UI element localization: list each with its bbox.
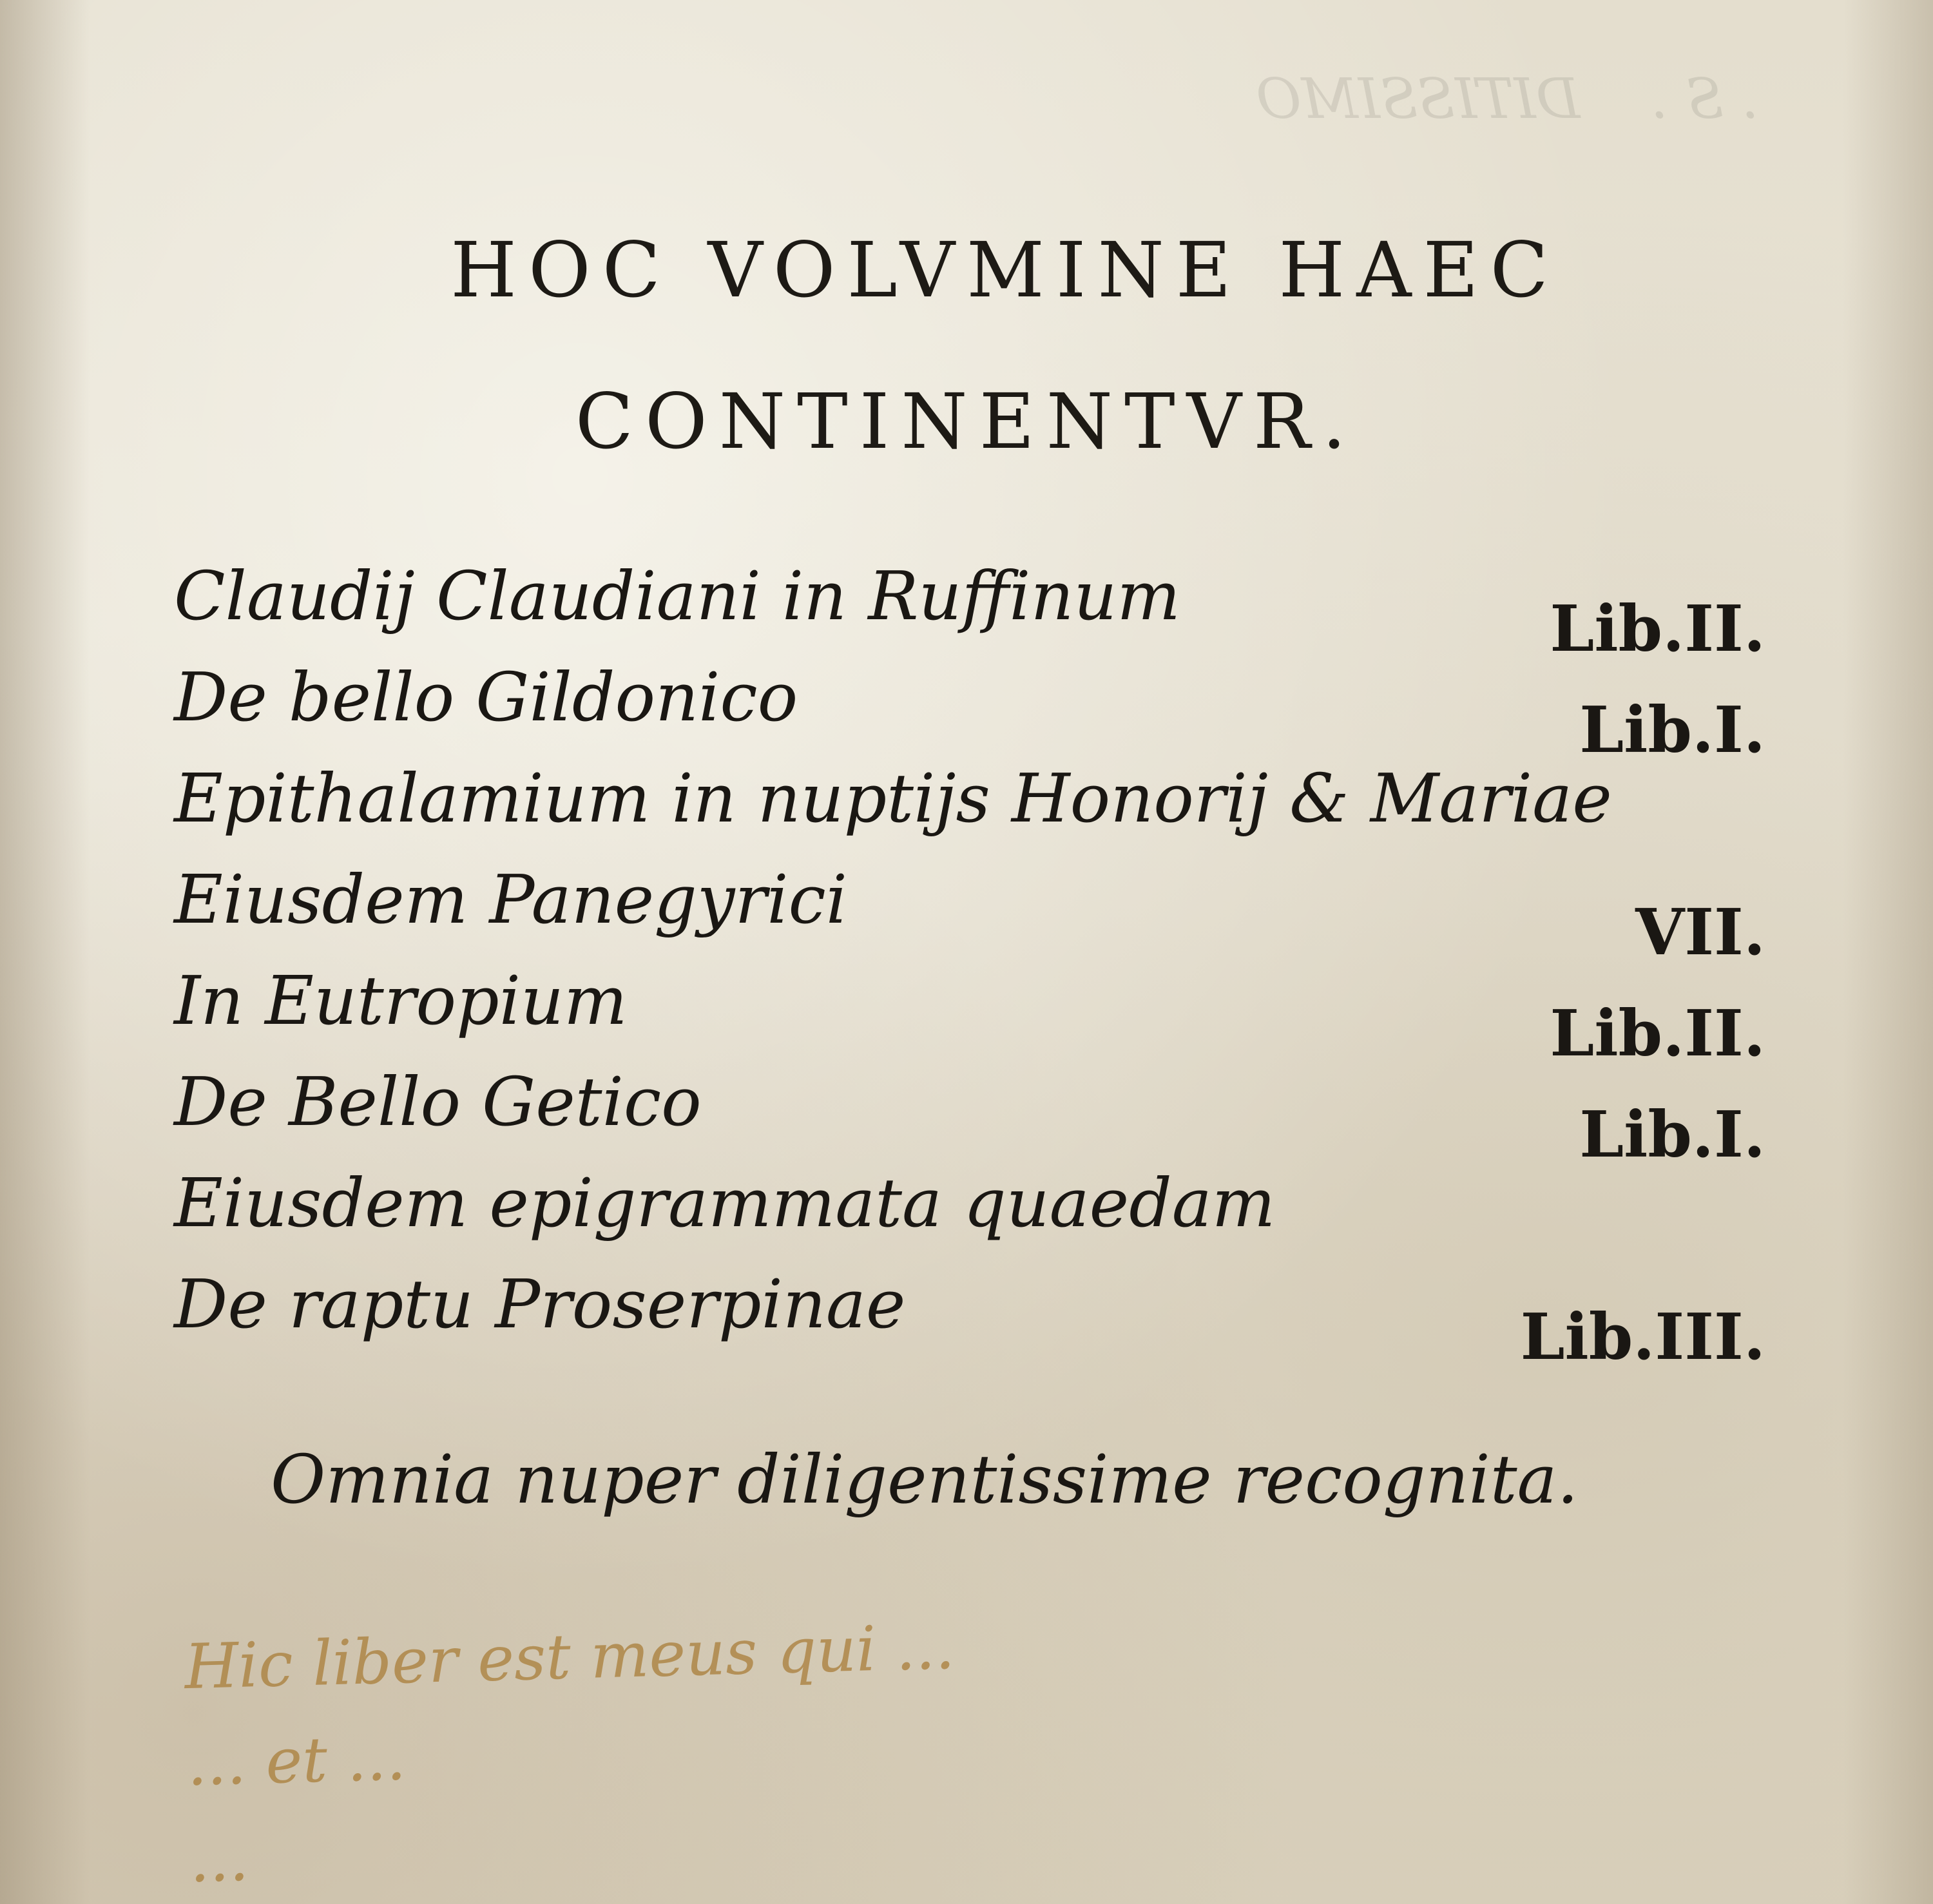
contents-item <box>174 1161 1765 1262</box>
inscription-line: Hic liber est meus qui ... <box>184 1610 956 1704</box>
contents-item <box>174 959 1765 1071</box>
contents-item-books: Lib.III. <box>1520 1300 1765 1374</box>
show-through-text: . S . DITISSIMO <box>1256 67 1759 131</box>
contents-item-title: Claudij Claudiani in Ruffinum <box>174 557 1181 635</box>
inscription-line: ... <box>188 1822 250 1896</box>
contents-item-books: Lib.I. <box>1579 693 1765 767</box>
contents-item-title: De Bello Getico <box>174 1063 702 1141</box>
contents-item <box>174 1060 1765 1172</box>
contents-item <box>174 858 1765 970</box>
recognition-note: Omnia nuper diligentissime recognita. <box>271 1440 1579 1519</box>
contents-item-title: In Eutropium <box>174 961 628 1040</box>
contents-item-title: Eiusdem Panegyrici <box>174 860 847 939</box>
inscription-line: ... et ... <box>186 1722 407 1800</box>
contents-item-books: Lib.II. <box>1550 592 1765 666</box>
contents-item <box>174 756 1765 858</box>
contents-list <box>174 554 1765 1374</box>
contents-item <box>174 655 1765 767</box>
handwritten-inscription <box>184 1577 1769 1904</box>
contents-item-books: VII. <box>1635 896 1765 970</box>
title-line-1: HOC VOLVMINE HAEC <box>450 226 1560 314</box>
title-line-2: CONTINENTVR. <box>575 377 1358 466</box>
contents-item <box>174 1262 1765 1374</box>
contents-item-title: De bello Gildonico <box>174 658 798 736</box>
contents-item-title: De raptu Proserpinae <box>174 1265 906 1343</box>
contents-item-books: Lib.II. <box>1550 997 1765 1071</box>
contents-item-books: Lib.I. <box>1579 1098 1765 1172</box>
contents-item-title: Eiusdem epigrammata quaedam <box>174 1164 1276 1242</box>
contents-item <box>174 554 1765 666</box>
contents-item-title: Epithalamium in nuptijs Honorij & Mariae <box>174 759 1612 838</box>
